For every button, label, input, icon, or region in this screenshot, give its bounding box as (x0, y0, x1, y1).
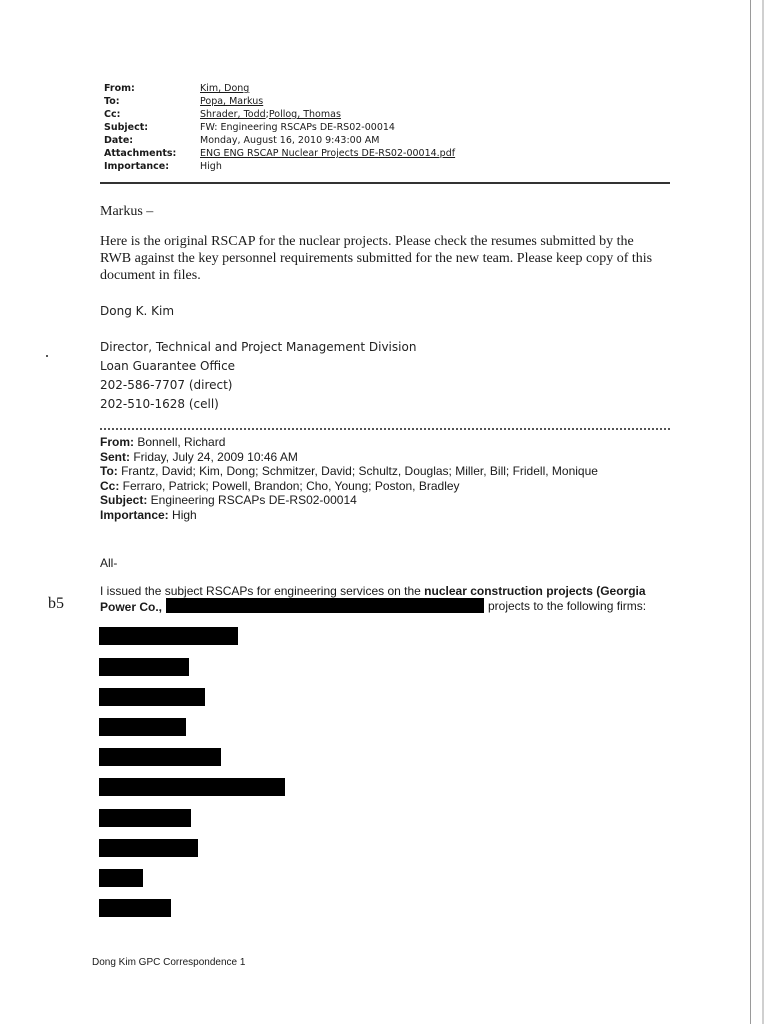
redaction-bar (99, 658, 189, 676)
header-cc-separator: ; (265, 109, 269, 120)
fwd-from-label: From: (100, 435, 134, 449)
fwd-sent-row (100, 450, 598, 465)
signature-title: Director, Technical and Project Management Division (100, 340, 417, 354)
fwd-to-row (100, 464, 598, 479)
header-to-label: To: (104, 96, 120, 107)
fwd-from-row (100, 435, 598, 450)
header-to-value[interactable]: Popa, Markus (200, 96, 264, 107)
fwd-subject-value: Engineering RSCAPs DE-RS02-00014 (147, 493, 357, 507)
fwd-cc-label: Cc: (100, 478, 120, 493)
page-footer: Dong Kim GPC Correspondence 1 (92, 957, 246, 968)
signature-office: Loan Guarantee Office (100, 359, 236, 373)
header-divider (100, 182, 670, 184)
page-edge-shadow (762, 0, 764, 1024)
fwd-importance-value: High (168, 507, 197, 522)
header-attachments-label: Attachments: (104, 148, 177, 159)
redaction-bar-inline (166, 598, 484, 613)
signature-name: Dong K. Kim (100, 304, 175, 318)
header-from-row (104, 82, 455, 95)
signature-phone-cell: 202-510-1628 (cell) (100, 397, 219, 411)
header-subject-row (104, 121, 455, 134)
header-date-row (104, 134, 455, 147)
header-to-row (104, 95, 455, 108)
fwd-sent-label: Sent: (100, 449, 130, 464)
header-cc-label: Cc: (104, 109, 121, 120)
header-cc-value-1[interactable]: Shrader, Todd (200, 109, 266, 120)
fwd-importance-label: Importance: (100, 507, 169, 522)
fwd-subject-label: Subject: (100, 493, 148, 507)
header-cc-value-2[interactable]: Pollog, Thomas (268, 109, 341, 120)
header-from-label: From: (104, 83, 135, 94)
header-subject-label: Subject: (104, 122, 149, 133)
signature-phone-direct: 202-586-7707 (direct) (100, 378, 233, 392)
header-importance-row (104, 160, 455, 173)
fwd-importance-row (100, 508, 598, 523)
header-date-label: Date: (104, 135, 134, 146)
email-header (104, 82, 455, 173)
redaction-bar (99, 899, 171, 917)
attachment-link[interactable]: ENG ENG RSCAP Nuclear Projects DE-RS02-00014.pdf (200, 148, 456, 159)
fwd-cc-value: Ferraro, Patrick; Powell, Brandon; Cho, Young; Poston, Bradley (119, 478, 460, 493)
header-cc-row (104, 108, 455, 121)
projects-text: projects to the following firms: (488, 599, 647, 613)
exemption-mark: b5 (48, 595, 64, 612)
redaction-bar (99, 809, 191, 827)
signature-block (100, 338, 416, 414)
header-date-value: Monday, August 16, 2010 9:43:00 AM (200, 135, 380, 146)
header-from-value[interactable]: Kim, Dong (200, 83, 250, 94)
issued-plain-text: I issued the subject RSCAPs for engineering services on the (100, 584, 425, 598)
fwd-subject-row (100, 493, 598, 508)
redaction-bar (99, 627, 238, 645)
fwd-to-value: Frantz, David; Kim, Dong; Schmitzer, David; Schultz, Douglas; Miller, Bill; Fridell, Monique (117, 464, 598, 478)
header-importance-label: Importance: (104, 161, 170, 172)
salutation: All- (100, 556, 118, 570)
redaction-bar (99, 869, 143, 887)
redaction-bar (99, 688, 205, 706)
fwd-cc-row (100, 479, 598, 494)
scan-speck (46, 355, 48, 357)
forwarded-header (100, 435, 598, 522)
redaction-bar (99, 748, 221, 766)
fwd-sent-value: Friday, July 24, 2009 10:46 AM (130, 449, 298, 464)
fwd-from-value: Bonnell, Richard (134, 435, 226, 449)
forward-divider (100, 428, 670, 430)
redaction-bar (99, 718, 186, 736)
greeting: Markus – (100, 204, 154, 219)
header-subject-value: FW: Engineering RSCAPs DE-RS02-00014 (200, 122, 395, 133)
fwd-to-label: To: (100, 464, 118, 478)
header-importance-value: High (200, 161, 222, 172)
issued-bold-text: nuclear construction projects (Georgia Power Co., (100, 584, 646, 614)
redaction-bar (99, 839, 198, 857)
page-edge-line (750, 0, 751, 1024)
header-attachments-row (104, 147, 455, 160)
body-paragraph: Here is the original RSCAP for the nuclear projects. Please check the resumes submitted by the RWB against the key personnel requirements submitted for the new team. Please keep copy of this document in files. (100, 234, 653, 283)
redaction-bar (99, 778, 285, 796)
